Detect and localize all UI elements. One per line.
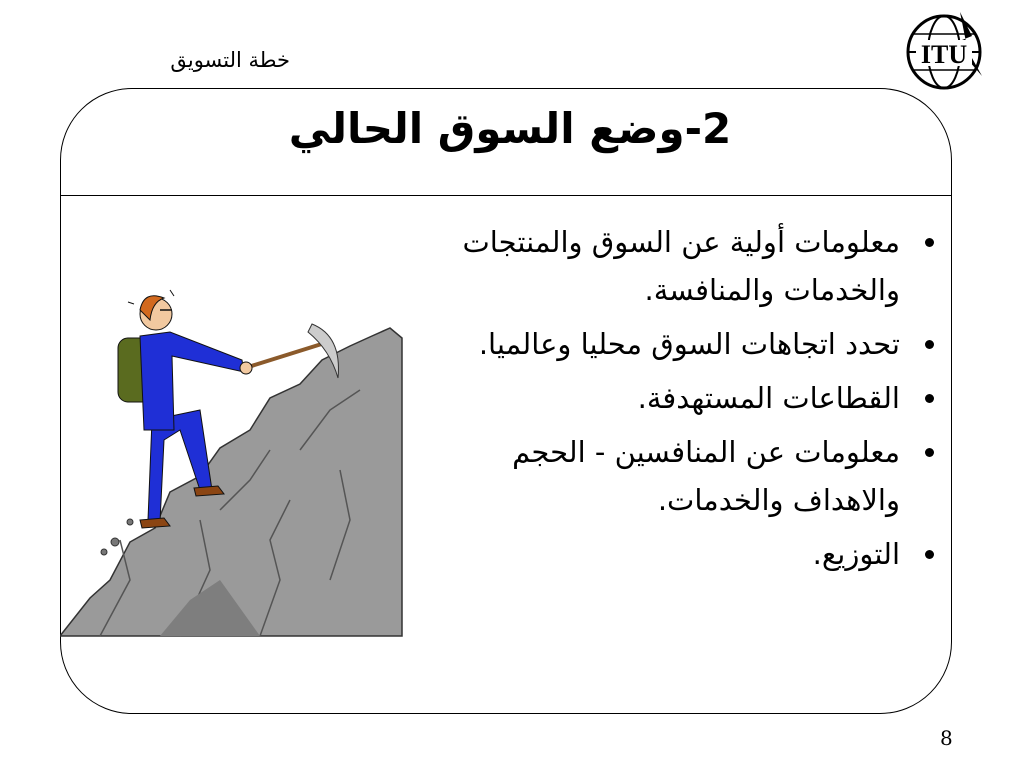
bullet-item: معلومات عن المنافسين - الحجم والاهداف والخدمات.: [420, 428, 940, 524]
page-number: 8: [940, 726, 953, 750]
bullet-item: القطاعات المستهدفة.: [420, 374, 940, 422]
bullet-dot-icon: [925, 448, 934, 457]
slide-title: 2-وضع السوق الحالي: [288, 104, 732, 153]
deck-title: خطة التسويق: [170, 48, 290, 72]
bullet-item: تحدد اتجاهات السوق محليا وعالميا.: [420, 320, 940, 368]
itu-logo-icon: [900, 6, 996, 102]
bullet-dot-icon: [925, 340, 934, 349]
bullet-dot-icon: [925, 238, 934, 247]
itu-logo-text: ITU: [920, 40, 968, 69]
bullet-dot-icon: [925, 550, 934, 559]
bullet-item: التوزيع.: [420, 530, 940, 578]
mountain-climber-icon: [60, 280, 405, 640]
bullet-dot-icon: [925, 394, 934, 403]
title-divider: [60, 195, 952, 196]
bullet-item: معلومات أولية عن السوق والمنتجات والخدمات والمنافسة.: [420, 218, 940, 314]
bullet-list: [420, 218, 940, 584]
